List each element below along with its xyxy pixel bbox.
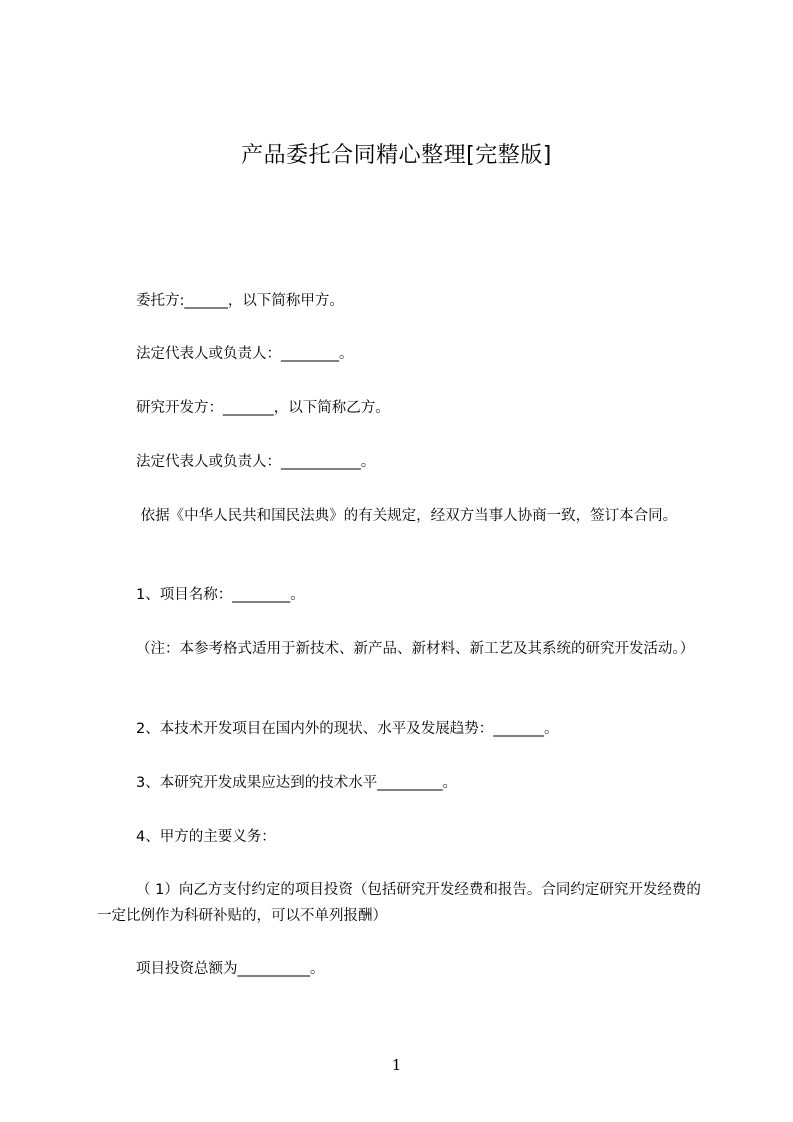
paragraph-legal-basis: 依据《中华人民共和国民法典》的有关规定，经双方当事人协商一致，签订本合同。 — [136, 508, 678, 524]
paragraph-developer: 研究开发方：_______，以下简称乙方。 — [136, 400, 390, 416]
paragraph-principal: 委托方:______，以下简称甲方。 — [136, 293, 344, 309]
paragraph-total-investment: 项目投资总额为__________。 — [136, 961, 325, 977]
paragraph-note: （注：本参考格式适用于新技术、新产品、新材料、新工艺及其系统的研究开发活动。） — [136, 641, 695, 657]
paragraph-party-a-obligations: 4、甲方的主要义务： — [136, 829, 276, 845]
paragraph-current-status: 2、本技术开发项目在国内外的现状、水平及发展趋势：_______。 — [136, 721, 559, 737]
paragraph-principal-representative: 法定代表人或负责人：________。 — [136, 346, 354, 362]
document-title: 产品委托合同精心整理[完整版] — [241, 143, 552, 168]
paragraph-technical-level: 3、本研究开发成果应达到的技术水平_________。 — [136, 775, 457, 791]
paragraph-payment-obligation: （ 1）向乙方支付约定的项目投资（包括研究开发经费和报告。合同约定研究开发经费的一定比例作为科研补贴的，可以不单列报酬） — [97, 882, 701, 924]
paragraph-project-name: 1、项目名称：________。 — [136, 587, 305, 603]
page-number: 1 — [391, 1056, 402, 1074]
paragraph-developer-representative: 法定代表人或负责人：___________。 — [136, 454, 376, 470]
